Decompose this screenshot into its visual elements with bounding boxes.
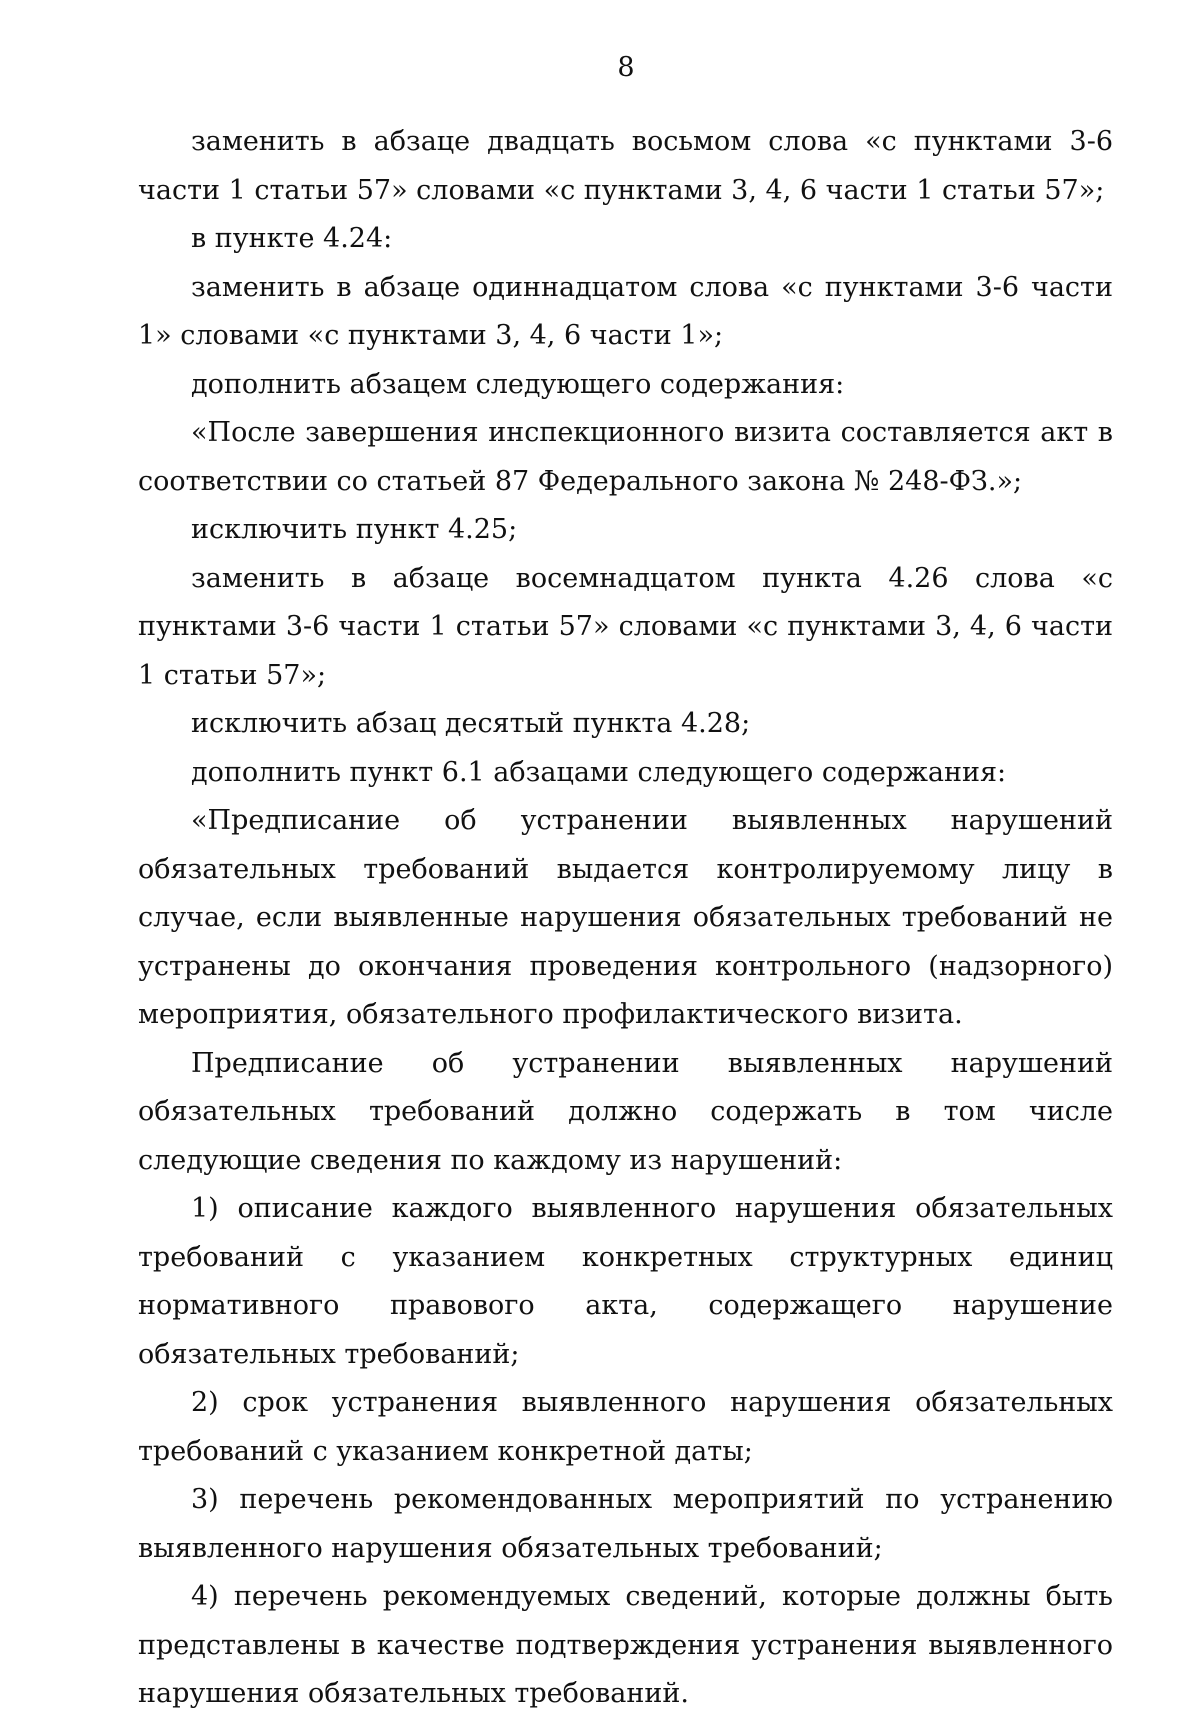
- paragraph: исключить абзац десятый пункта 4.28;: [191, 708, 751, 739]
- page-number: 8: [617, 52, 635, 83]
- paragraph: исключить пункт 4.25;: [191, 514, 518, 545]
- paragraph: 1) описание каждого выявленного нарушения обязательных требований с указанием конкретных структурных единиц нормативного правового акта, содержащего нарушение обязательных требований;: [138, 1193, 1113, 1370]
- paragraph: 3) перечень рекомендованных мероприятий по устранению выявленного нарушения обязательных требований;: [138, 1484, 1113, 1564]
- paragraph: заменить в абзаце двадцать восьмом слова «с пунктами 3-6 части 1 статьи 57» словами «с пунктами 3, 4, 6 части 1 статьи 57»;: [138, 126, 1113, 206]
- paragraph: заменить в абзаце одиннадцатом слова «с пунктами 3-6 части 1» словами «с пунктами 3, 4, 6 части 1»;: [138, 271, 1113, 351]
- paragraph: дополнить пункт 6.1 абзацами следующего содержания:: [191, 756, 1007, 788]
- paragraph: 2) срок устранения выявленного нарушения обязательных требований с указанием конкретной даты;: [138, 1387, 1113, 1467]
- document-body: [138, 118, 1113, 1719]
- paragraph: дополнить абзацем следующего содержания:: [191, 368, 845, 400]
- paragraph: Предписание об устранении выявленных нарушений обязательных требований должно содержать в том числе следующие сведения по каждому из нарушений:: [138, 1047, 1113, 1176]
- paragraph: 4) перечень рекомендуемых сведений, которые должны быть представлены в качестве подтверждения устранения выявленного нарушения обязательных требований.: [138, 1581, 1113, 1709]
- paragraph: «После завершения инспекционного визита составляется акт в соответствии со статьей 87 Федерального закона № 248-ФЗ.»;: [138, 417, 1113, 497]
- paragraph: в пункте 4.24:: [191, 223, 393, 254]
- paragraph: «Предписание об устранении выявленных нарушений обязательных требований выдается контролируемому лицу в случае, если выявленные нарушения обязательных требований не устранены до окончания проведения контрольного (надзорного) мероприятия, обязательного профилактического визита.: [138, 805, 1113, 1030]
- paragraph: заменить в абзаце восемнадцатом пункта 4.26 слова «с пунктами 3-6 части 1 статьи 57» словами «с пунктами 3, 4, 6 части 1 статьи 57»;: [138, 562, 1113, 691]
